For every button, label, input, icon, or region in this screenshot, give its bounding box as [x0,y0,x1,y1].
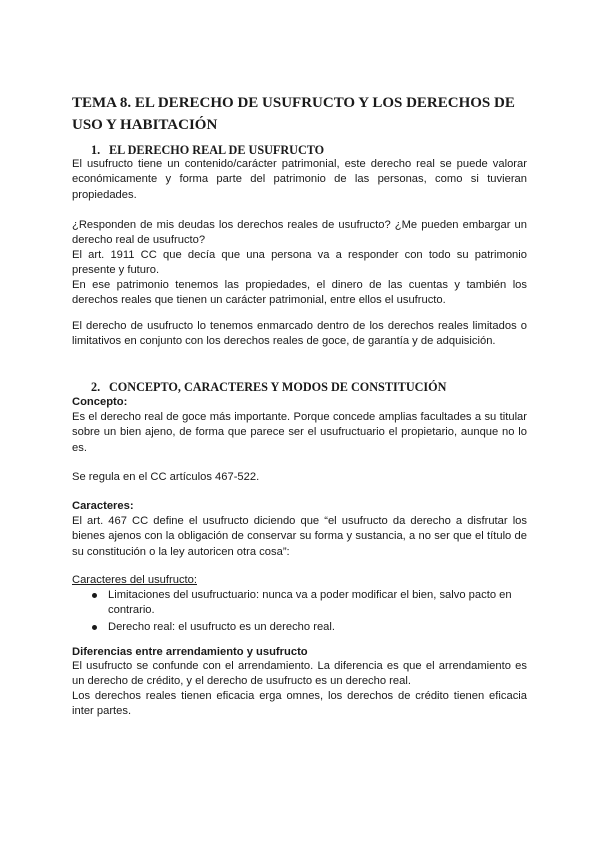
list-item [92,588,528,618]
list-item-text: Limitaciones del usufructuario: nunca va a poder modificar el bien, salvo pacto en contrario. [108,589,512,617]
section-1-paragraph-3: El art. 1911 CC que decía que una persona va a responder con todo su patrimonio presente y futuro. [72,249,527,277]
diferencias-paragraph-1: El usufructo se confunde con el arrendamiento. La diferencia es que el arrendamiento es un derecho de crédito, y el derecho de usufructo es un derecho real. [72,660,527,688]
section-2-title: CONCEPTO, CARACTERES Y MODOS DE CONSTITUCIÓN [109,380,447,394]
concepto-label: Concepto: [72,396,128,408]
caracteres-subheading: Caracteres del usufructo: [72,574,197,586]
list-item-text: Derecho real: el usufructo es un derecho real. [108,621,335,634]
section-2-heading [91,379,446,395]
caracteres-label: Caracteres: [72,500,134,512]
regulation-paragraph: Se regula en el CC artículos 467-522. [72,471,260,483]
caracteres-list [92,588,528,638]
section-1-paragraph-1: El usufructo tiene un contenido/carácter patrimonial, este derecho real se puede valorar económicamente y forma parte del patrimonio de las personas, como si tuvieran propiedades. [72,158,527,201]
section-1-paragraph-2: ¿Responden de mis deudas los derechos reales de usufructo? ¿Me pueden embargar un derecho real de usufructo? [72,219,527,247]
document-title: TEMA 8. EL DERECHO DE USUFRUCTO Y LOS DERECHOS DE USO Y HABITACIÓN [72,95,515,133]
concepto-paragraph: Es el derecho real de goce más importante. Porque concede amplias facultades a su titular sobre un bien ajeno, de forma que parece ser el usufructuario el propietario, aunque no lo es. [72,411,527,454]
section-1-title: EL DERECHO REAL DE USUFRUCTO [109,143,325,157]
bullet-icon [92,625,97,630]
section-1-heading [91,142,324,158]
diferencias-heading: Diferencias entre arrendamiento y usufructo [72,646,308,658]
caracteres-paragraph: El art. 467 CC define el usufructo diciendo que “el usufructo da derecho a disfrutar los bienes ajenos con la obligación de conservar su forma y sustancia, a no ser que el título de su constitución o la ley autoricen otra cosa”: [72,515,527,558]
bullet-icon [92,593,97,598]
section-1-paragraph-4: En ese patrimonio tenemos las propiedades, el dinero de las cuentas y también los derechos reales que tienen un carácter patrimonial, entre ellos el usufructo. [72,279,527,307]
list-item [92,620,528,635]
section-2-number: 2. [91,380,101,394]
diferencias-paragraph-2: Los derechos reales tienen eficacia erga omnes, los derechos de crédito tienen eficacia inter partes. [72,690,527,718]
section-1-paragraph-5: El derecho de usufructo lo tenemos enmarcado dentro de los derechos reales limitados o limitativos en conjunto con los derechos reales de goce, de garantía y de adquisición. [72,320,527,348]
section-1-number: 1. [91,143,101,157]
